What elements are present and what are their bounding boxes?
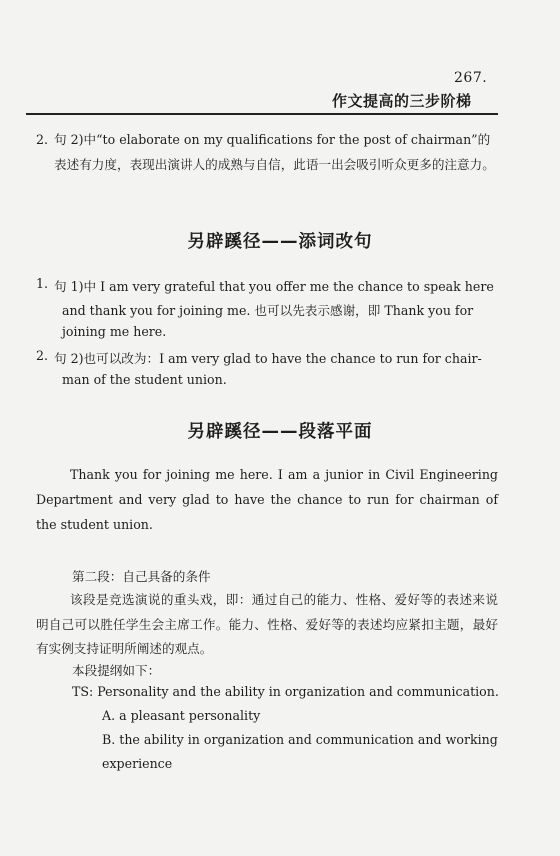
intro-item bbox=[36, 128, 498, 177]
intro-item-text: 句 2)中“to elaborate on my qualifications for the post of chairman”的表述有力度，表现出演讲人的成熟与自信，此语一出会吸引听众更多的注意力。 bbox=[54, 132, 495, 172]
outline-point-b: B. the ability in organization and communication and working bbox=[102, 732, 498, 747]
item-line: joining me here. bbox=[62, 324, 167, 339]
header-rule bbox=[26, 113, 498, 115]
outline-point-b-continued: experience bbox=[102, 756, 173, 771]
explanation-paragraph: 该段是竞选演说的重头戏，即：通过自己的能力、性格、爱好等的表述来说明自己可以胜任学生会主席工作。能力、性格、爱好等的表述均应紧扣主题，最好有实例支持证明所阐述的观点。 bbox=[36, 592, 498, 656]
page-number: 267. bbox=[454, 70, 488, 86]
item-number: 1. bbox=[36, 276, 49, 291]
sample-paragraph: Thank you for joining me here. I am a junior in Civil Engineering Department and very glad to have the chance to run for chairman of the student union. bbox=[36, 467, 498, 532]
intro-item-number: 2. bbox=[36, 132, 49, 147]
item-line: man of the student union. bbox=[62, 372, 227, 387]
section-heading-add-words: 另辟蹊径——添词改句 bbox=[187, 232, 373, 252]
section-heading-paragraph: 另辟蹊径——段落平面 bbox=[187, 422, 373, 442]
item-line: 句 1)中 I am very grateful that you offer me the chance to speak here bbox=[54, 279, 494, 294]
subheading: 第二段：自己具备的条件 bbox=[72, 569, 211, 584]
item-line: and thank you for joining me. 也可以先表示感谢，即 Thank you for bbox=[62, 303, 474, 318]
outline-point-a: A. a pleasant personality bbox=[102, 708, 261, 723]
running-title: 作文提高的三步阶梯 bbox=[332, 92, 472, 110]
outline-topic-sentence: TS: Personality and the ability in organization and communication. bbox=[72, 684, 499, 699]
outline-intro: 本段提纲如下： bbox=[72, 663, 161, 678]
item-number: 2. bbox=[36, 348, 49, 363]
item-line: 句 2)也可以改为：I am very glad to have the chance to run for chair- bbox=[54, 351, 482, 366]
